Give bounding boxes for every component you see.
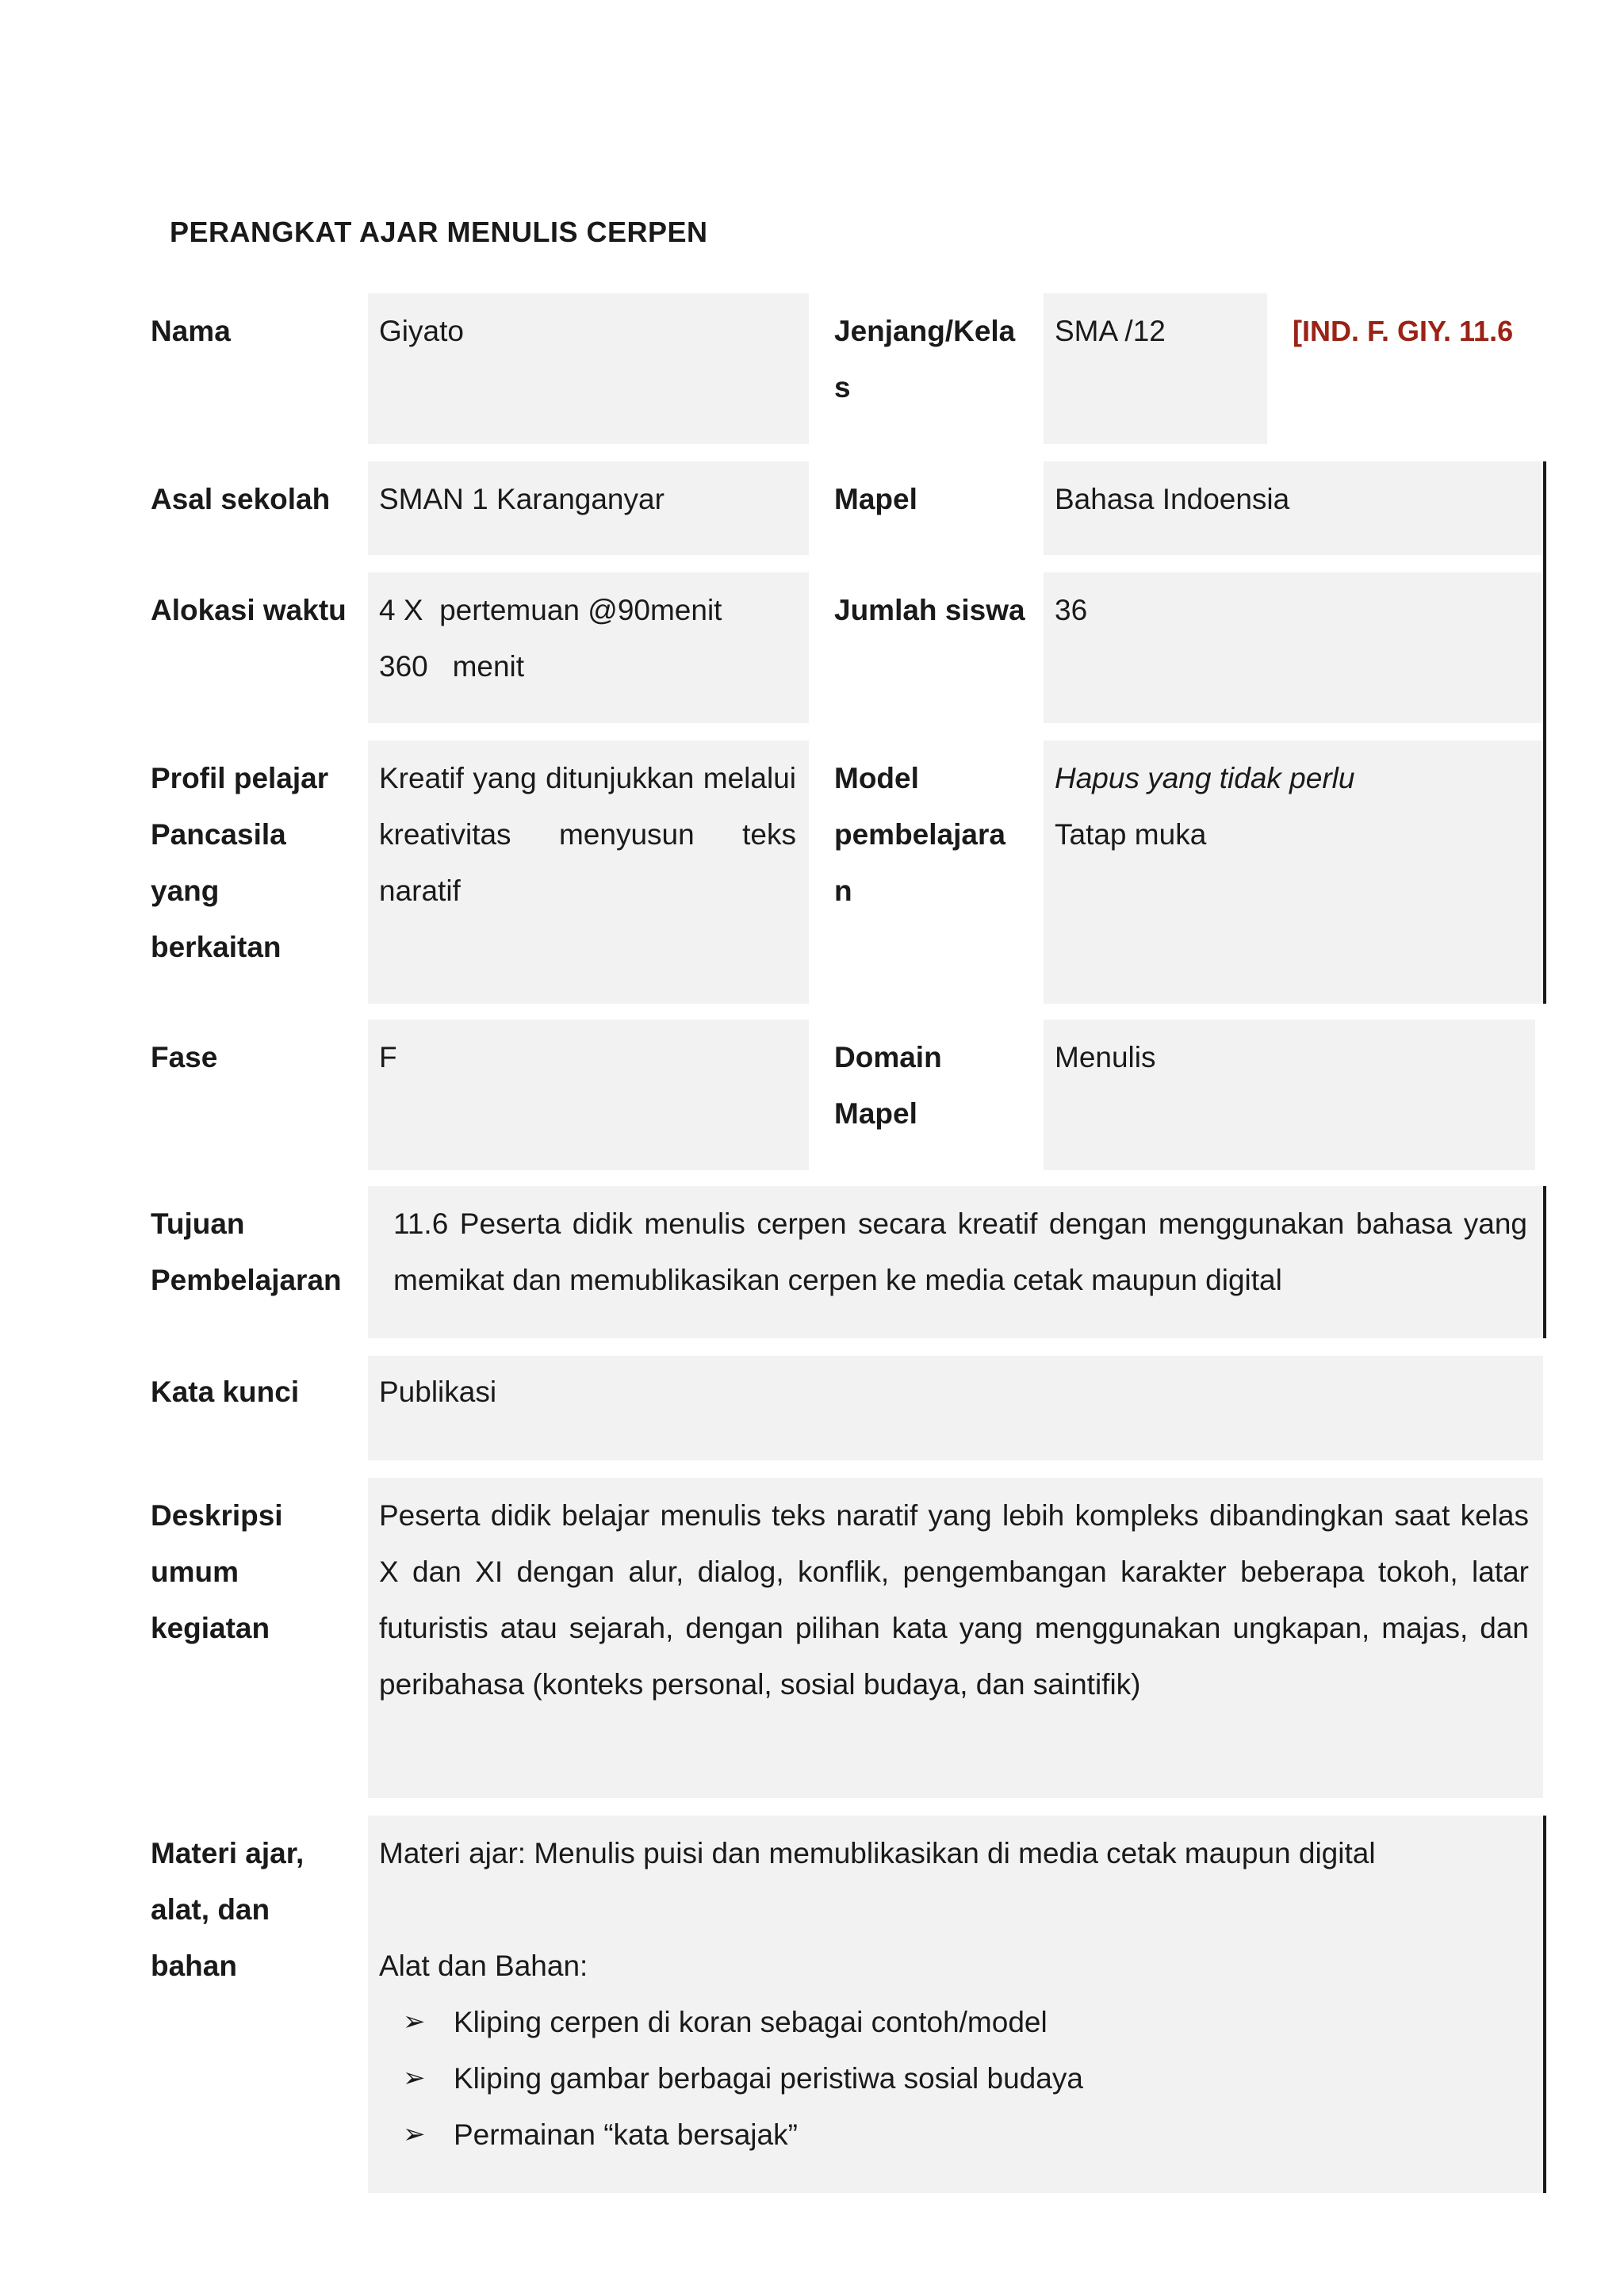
label-asal-sekolah: Asal sekolah [151, 483, 331, 515]
label-mapel: Mapel [834, 483, 917, 515]
value-jenjang: SMA /12 [1055, 315, 1166, 347]
alat-bahan-heading: Alat dan Bahan: [379, 1950, 588, 1982]
table-right-border [1543, 461, 1546, 1004]
value-nama: Giyato [379, 315, 464, 347]
list-item: ➢ Permainan “kata bersajak” [403, 2107, 1083, 2163]
cell-mapel [1044, 461, 1542, 555]
value-tujuan-pembelajaran: 11.6 Peserta didik menulis cerpen secara kreatif dengan menggunakan bahasa yang memikat dan memublikasikan cerpen ke media cetak maupun digital [393, 1207, 1527, 1296]
label-alokasi-waktu: Alokasi waktu [151, 594, 347, 626]
label-tujuan-pembelajaran: Tujuan Pembelajaran [151, 1207, 342, 1296]
value-jumlah-siswa: 36 [1055, 594, 1088, 626]
label-deskripsi-umum: Deskripsi umum kegiatan [151, 1499, 283, 1644]
value-fase: F [379, 1041, 397, 1073]
cell-tujuan-pembelajaran [368, 1186, 1543, 1338]
cell-jenjang [1044, 293, 1267, 444]
arrow-bullet-icon: ➢ [403, 2119, 426, 2149]
label-profil-pelajar: Profil pelajar Pancasila yang berkaitan [151, 762, 329, 963]
list-item: ➢ Kliping cerpen di koran sebagai contoh/model [403, 1994, 1083, 2050]
value-model-pembelajaran: Tatap muka [1055, 818, 1207, 851]
table-right-border [1543, 1816, 1546, 2193]
table-right-border [1543, 1186, 1546, 1338]
label-jenjang: Jenjang/Kela s [834, 315, 1016, 404]
cell-asal-sekolah [368, 461, 809, 555]
cell-fase [368, 1020, 809, 1170]
label-model-pembelajaran: Model pembelajara n [834, 762, 1005, 907]
label-fase: Fase [151, 1041, 218, 1073]
arrow-bullet-icon: ➢ [403, 2007, 426, 2037]
value-deskripsi-umum: Peserta didik belajar menulis teks naratif yang lebih kompleks dibandingkan saat kelas X dan XI dengan alur, dialog, konflik, pengembangan karakter beberapa tokoh, latar futuristis atau sejarah, dengan pilihan kata yang menggunakan ungkapan, majas, dan peribahasa (konteks personal, sosial budaya, dan saintifik) [379, 1499, 1529, 1701]
document-code: [IND. F. GIY. 11.6 [1293, 315, 1514, 347]
cell-jumlah-siswa [1044, 572, 1542, 723]
label-materi-ajar: Materi ajar, alat, dan bahan [151, 1837, 304, 1982]
list-item: ➢ Kliping gambar berbagai peristiwa sosial budaya [403, 2050, 1083, 2107]
value-kata-kunci: Publikasi [379, 1376, 497, 1408]
cell-nama [368, 293, 809, 444]
cell-profil-pelajar [368, 740, 809, 1004]
label-domain-mapel: Domain Mapel [834, 1041, 942, 1130]
cell-domain-mapel [1044, 1020, 1535, 1170]
value-mapel: Bahasa Indoensia [1055, 483, 1290, 515]
label-kata-kunci: Kata kunci [151, 1376, 300, 1408]
value-asal-sekolah: SMAN 1 Karanganyar [379, 483, 665, 515]
value-domain-mapel: Menulis [1055, 1041, 1156, 1073]
document-title: PERANGKAT AJAR MENULIS CERPEN [170, 216, 708, 248]
cell-model-pembelajaran [1044, 740, 1542, 1004]
value-materi-ajar: Materi ajar: Menulis puisi dan memublikasikan di media cetak maupun digital [379, 1837, 1376, 1869]
alat-bahan-list [403, 1994, 1083, 2163]
value-alokasi-waktu: 4 X pertemuan @90menit 360 menit [379, 594, 722, 683]
cell-kata-kunci [368, 1356, 1543, 1460]
label-nama: Nama [151, 315, 231, 347]
value-model-note: Hapus yang tidak perlu [1055, 762, 1355, 794]
value-profil-pelajar: Kreatif yang ditunjukkan melalui kreativitas menyusun teks naratif [379, 762, 796, 907]
label-jumlah-siswa: Jumlah siswa [834, 594, 1025, 626]
arrow-bullet-icon: ➢ [403, 2063, 426, 2093]
cell-deskripsi-umum [368, 1478, 1543, 1798]
cell-alokasi-waktu [368, 572, 809, 723]
